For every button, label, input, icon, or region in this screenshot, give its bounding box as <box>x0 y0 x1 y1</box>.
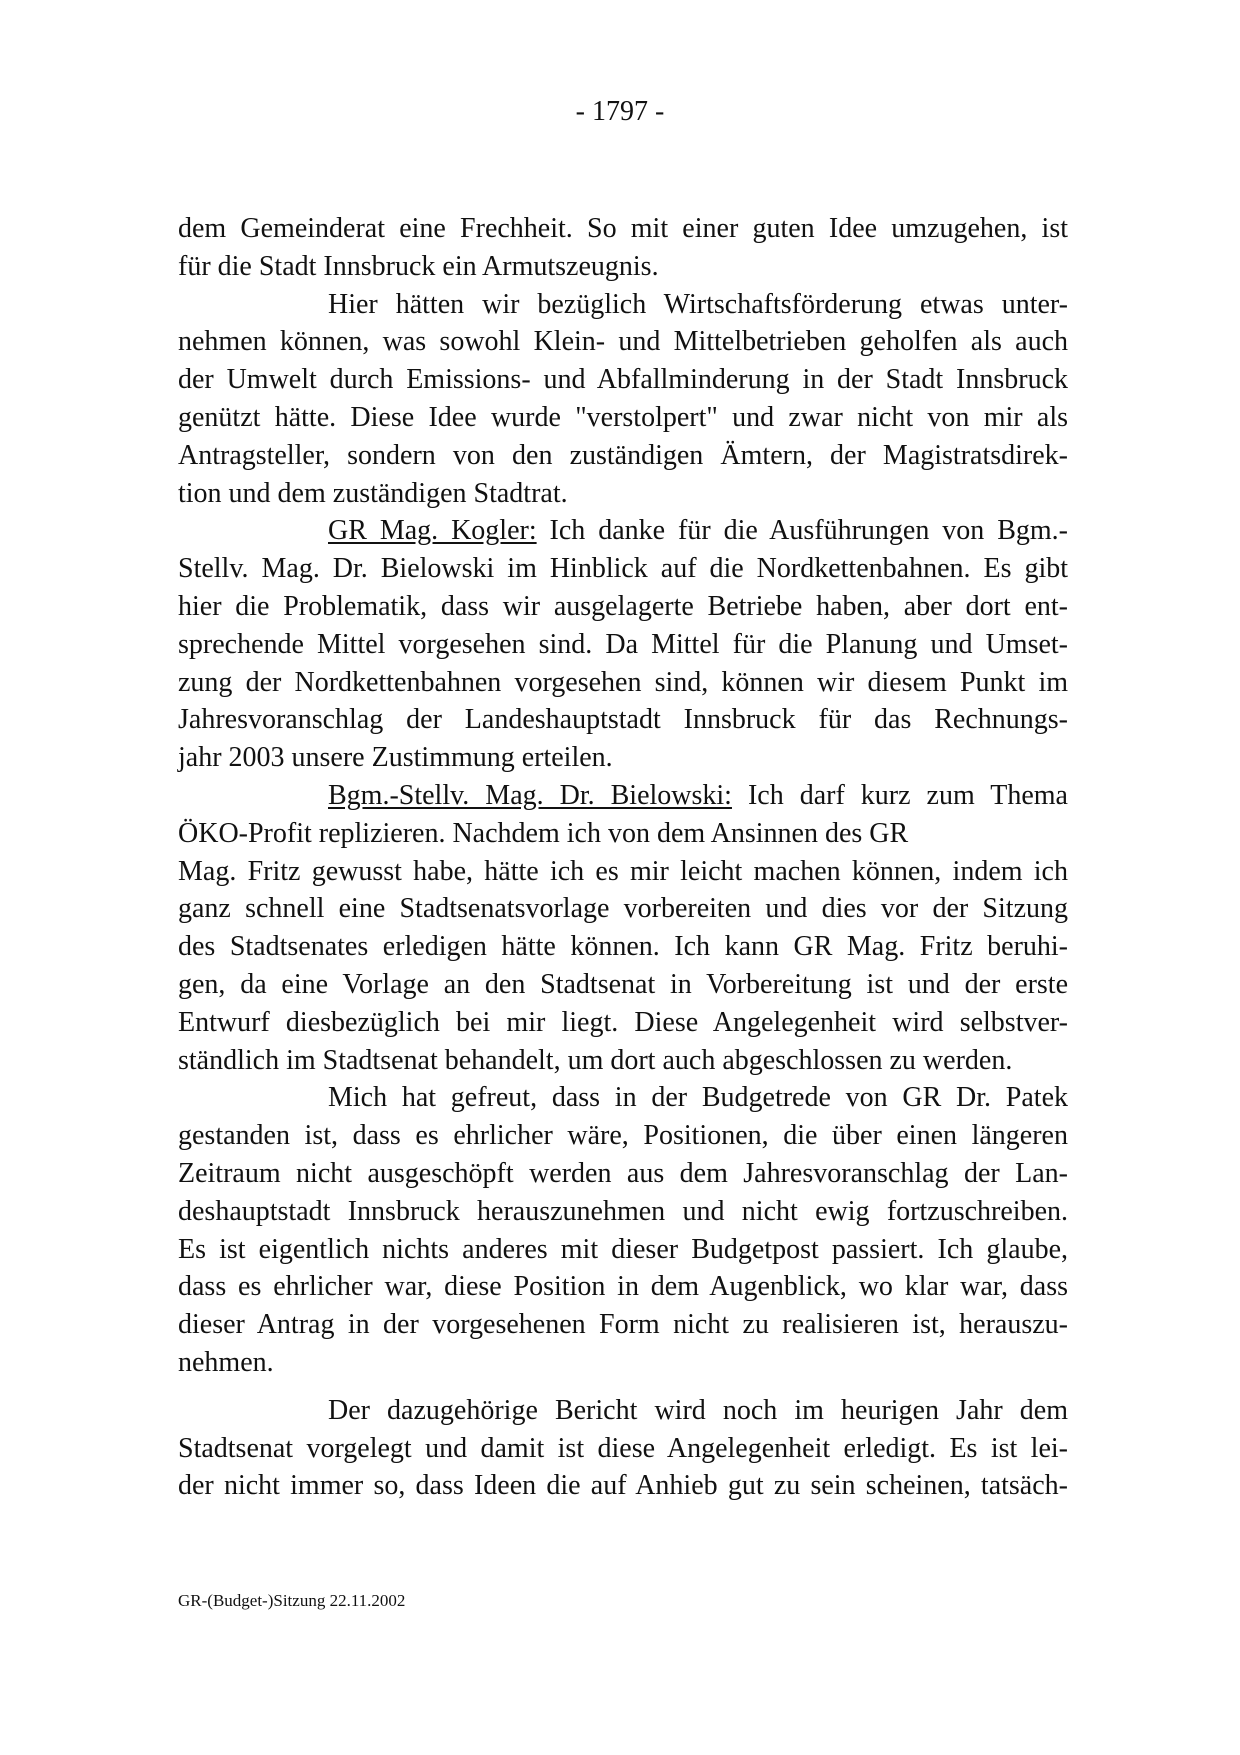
speaker-name: Bgm.-Stellv. Mag. Dr. Bielowski: <box>328 779 732 811</box>
text-line: deshauptstadt Innsbruck herauszunehmen und nicht ewig fortzuschreiben. <box>178 1195 1068 1227</box>
text-fragment: Ich danke für die Ausführungen von Bgm.- <box>536 515 1068 547</box>
text-line: nehmen können, was sowohl Klein- und Mittelbetrieben geholfen als auch <box>178 326 1068 358</box>
text-line: sprechende Mittel vorgesehen sind. Da Mittel für die Planung und Umset- <box>178 628 1068 660</box>
text-line: Zeitraum nicht ausgeschöpft werden aus dem Jahresvoranschlag der Lan- <box>178 1157 1068 1189</box>
text-line: Der dazugehörige Bericht wird noch im heurigen Jahr dem <box>328 1394 1068 1426</box>
text-line: hier die Problematik, dass wir ausgelagerte Betriebe haben, aber dort ent- <box>178 590 1068 622</box>
text-line: für die Stadt Innsbruck ein Armutszeugnis. <box>178 250 659 282</box>
text-fragment: Ich darf kurz zum Thema <box>731 779 1068 811</box>
text-line: Es ist eigentlich nichts anderes mit dieser Budgetpost passiert. Ich glaube, <box>178 1233 1068 1265</box>
text-line: der nicht immer so, dass Ideen die auf Anhieb gut zu sein scheinen, tatsäch- <box>178 1470 1068 1502</box>
speaker-paragraph-start <box>178 777 1068 815</box>
text-line: nehmen. <box>178 1346 274 1378</box>
text-line: Antragsteller, sondern von den zuständigen Ämtern, der Magistratsdirek- <box>178 439 1068 471</box>
text-line: dieser Antrag in der vorgesehenen Form nicht zu realisieren ist, herauszu- <box>178 1309 1068 1341</box>
text-line: ÖKO-Profit replizieren. Nachdem ich von dem Ansinnen des GR <box>178 817 909 849</box>
document-body <box>178 210 1068 1505</box>
text-line: zung der Nordkettenbahnen vorgesehen sind, können wir diesem Punkt im <box>178 666 1068 698</box>
text-line: Stadtsenat vorgelegt und damit ist diese Angelegenheit erledigt. Es ist lei- <box>178 1432 1068 1464</box>
paragraph-gap <box>178 1382 1068 1392</box>
text-line: Mag. Fritz gewusst habe, hätte ich es mir leicht machen können, indem ich <box>178 855 1068 887</box>
page-number: - 1797 - <box>575 96 665 127</box>
text-line: des Stadtsenates erledigen hätte können. Ich kann GR Mag. Fritz beruhi- <box>178 931 1068 963</box>
text-line: Jahresvoranschlag der Landeshauptstadt Innsbruck für das Rechnungs- <box>178 704 1068 736</box>
text-line: dem Gemeinderat eine Frechheit. So mit einer guten Idee umzugehen, ist <box>178 213 1068 244</box>
footer-session-date: GR-(Budget-)Sitzung 22.11.2002 <box>178 1591 406 1610</box>
speaker-name: GR Mag. Kogler: <box>328 515 537 547</box>
text-line: dass es ehrlicher war, diese Position in dem Augenblick, wo klar war, dass <box>178 1271 1068 1303</box>
text-line: gestanden ist, dass es ehrlicher wäre, Positionen, die über einen längeren <box>178 1120 1068 1152</box>
text-line: Mich hat gefreut, dass in der Budgetrede von GR Dr. Patek <box>328 1082 1068 1114</box>
text-line: Stellv. Mag. Dr. Bielowski im Hinblick auf die Nordkettenbahnen. Es gibt <box>178 553 1068 585</box>
text-line: ständlich im Stadtsenat behandelt, um dort auch abgeschlossen zu werden. <box>178 1044 1013 1076</box>
text-line: ganz schnell eine Stadtsenatsvorlage vorbereiten und dies vor der Sitzung <box>178 893 1068 925</box>
text-line: der Umwelt durch Emissions- und Abfallminderung in der Stadt Innsbruck <box>178 364 1068 396</box>
text-line: tion und dem zuständigen Stadtrat. <box>178 477 568 509</box>
text-line: Hier hätten wir bezüglich Wirtschaftsförderung etwas unter- <box>328 288 1068 320</box>
text-line: jahr 2003 unsere Zustimmung erteilen. <box>178 742 613 774</box>
text-line: gen, da eine Vorlage an den Stadtsenat in Vorbereitung ist und der erste <box>178 968 1068 1000</box>
text-line: Entwurf diesbezüglich bei mir liegt. Diese Angelegenheit wird selbstver- <box>178 1006 1068 1038</box>
speaker-paragraph-start <box>178 512 1068 550</box>
text-line: genützt hätte. Diese Idee wurde "verstolpert" und zwar nicht von mir als <box>178 401 1068 433</box>
